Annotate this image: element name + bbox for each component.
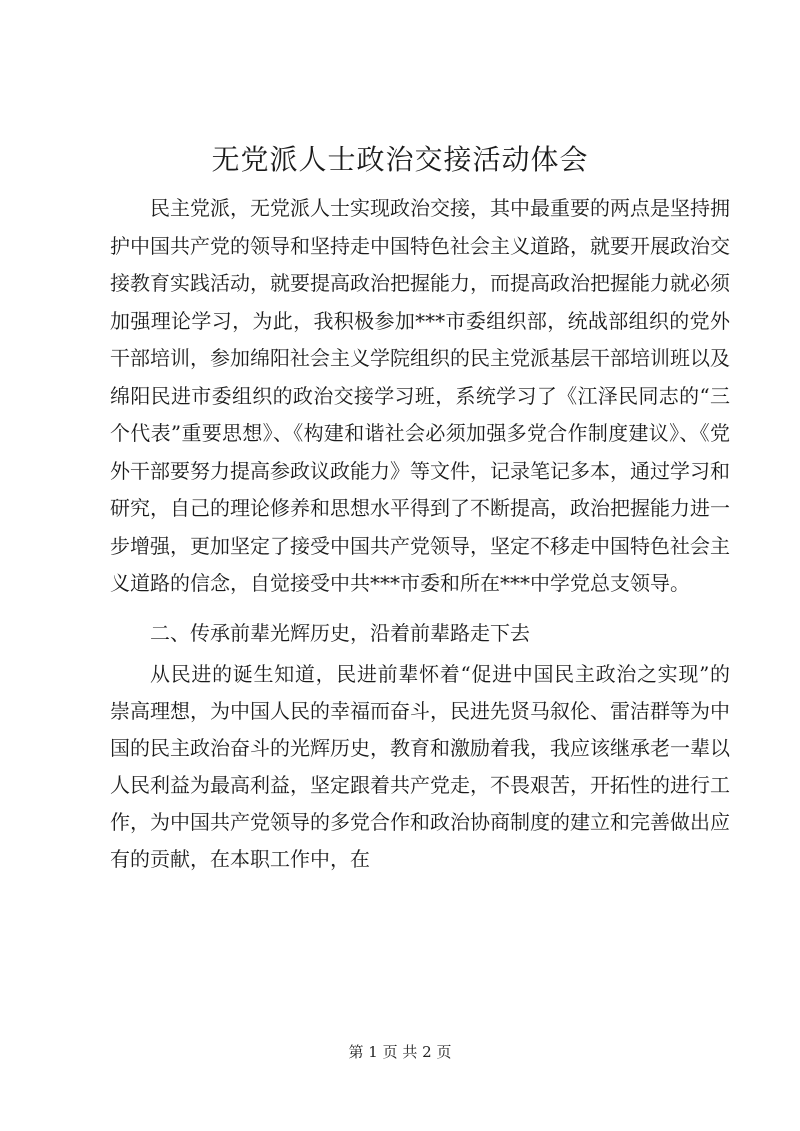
section-heading: 二、传承前辈光辉历史，沿着前辈路走下去 (150, 620, 530, 645)
document-title: 无党派人士政治交接活动体会 (211, 143, 589, 176)
document-body (110, 190, 730, 878)
paragraph-1: 民主党派，无党派人士实现政治交接，其中最重要的两点是坚持拥护中国共产党的领导和坚持走中国特色社会主义道路，就要开展政治交接教育实践活动，就要提高政治把握能力，而提高政治把握能力就必须加强理论学习，为此，我积极参加***市委组织部，统战部组织的党外干部培训，参加绵阳社会主义学院组织的民主党派基层干部培训班以及绵阳民进市委组织的政治交接学习班，系统学习了《江泽民同志的“三个代表”重要思想》、《构建和谐社会必须加强多党合作制度建议》、《党外干部要努力提高参政议政能力》等文件，记录笔记多本，通过学习和研究，自己的理论修养和思想水平得到了不断提高，政治把握能力进一步增强，更加坚定了接受中国共产党领导，坚定不移走中国特色社会主义道路的信念，自觉接受中共***市委和所在***中学党总支领导。 (110, 196, 730, 595)
paragraph-2: 从民进的诞生知道，民进前辈怀着“促进中国民主政治之实现”的崇高理想，为中国人民的幸福而奋斗，民进先贤马叙伦、雷洁群等为中国的民主政治奋斗的光辉历史，教育和激励着我，我应该继承老一辈以人民利益为最高利益，坚定跟着共产党走，不畏艰苦，开拓性的进行工作，为中国共产党领导的多党合作和政治协商制度的建立和完善做出应有的贡献，在本职工作中，在 (110, 661, 730, 871)
page-footer: 第 1 页 共 2 页 (348, 1043, 452, 1061)
